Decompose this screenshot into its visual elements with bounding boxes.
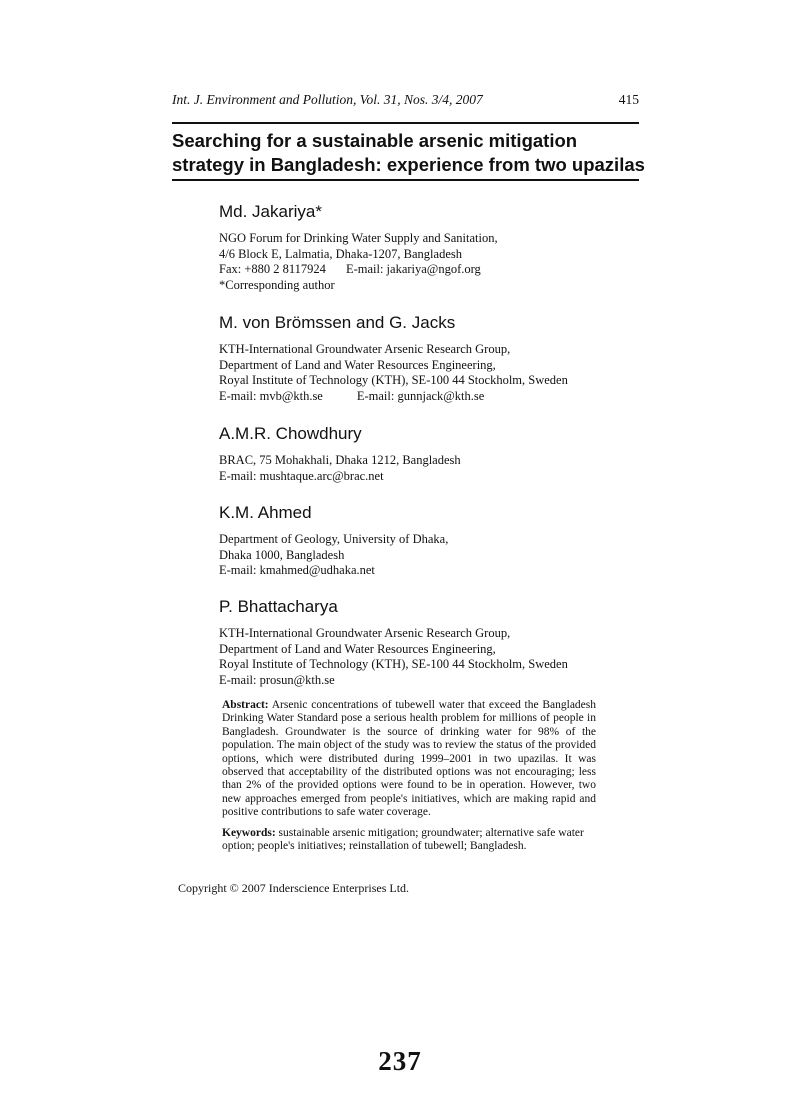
- email: E-mail: mvb@kth.se: [219, 388, 323, 403]
- affiliation-line: Department of Land and Water Resources Engineering,: [219, 357, 496, 372]
- affiliation-line: Royal Institute of Technology (KTH), SE-100 44 Stockholm, Sweden: [219, 657, 568, 671]
- title-bottom-rule: [172, 179, 639, 181]
- page-number: 415: [618, 92, 639, 107]
- title-line-1: Searching for a sustainable arsenic mitigation: [172, 130, 578, 151]
- abstract-text: Arsenic concentrations of tubewell water that exceed the Bangladesh Drinking Water Standard pose a serious health problem for millions of people in Bangladesh. Groundwater is the source of drinking water for 98% of the population. The main object of the study was to review the status of the provided options, which were distributed during 1999–2001 in two upazilas. It was observed that acceptability of the distributed options was not encouraging; less than 2% of the provided options were found to be in operation. However, two new approaches emerged from people's initiatives, which are making rapid and positive contributions to safe water coverage.: [222, 699, 596, 819]
- author-block-ahmed: [219, 503, 639, 579]
- affiliation-line: Department of Geology, University of Dhaka,: [219, 532, 449, 546]
- keywords-label: Keywords:: [222, 827, 276, 839]
- journal-citation: Int. J. Environment and Pollution, Vol. 31, Nos. 3/4, 2007: [172, 92, 483, 107]
- affiliation-line: Royal Institute of Technology (KTH), SE-100 44 Stockholm, Sweden: [219, 373, 568, 387]
- running-header: [172, 92, 639, 108]
- author-name: Md. Jakariya*: [219, 202, 322, 221]
- abstract-label: Abstract:: [222, 699, 269, 711]
- keywords-text: sustainable arsenic mitigation; groundwater; alternative safe water option; people's initiatives; reinstallation of tubewell; Bangladesh.: [222, 827, 584, 853]
- fax: Fax: +880 2 8117924: [219, 262, 326, 276]
- corresponding-note: *Corresponding author: [219, 277, 335, 292]
- paper-title: [172, 129, 645, 177]
- author-block-bhattacharya: [219, 597, 639, 688]
- keywords: [222, 827, 596, 854]
- author-name: P. Bhattacharya: [219, 597, 338, 616]
- affiliation-line: BRAC, 75 Mohakhali, Dhaka 1212, Bangladesh: [219, 453, 461, 467]
- title-top-rule: [172, 122, 639, 124]
- affiliation-line: Department of Land and Water Resources Engineering,: [219, 641, 496, 656]
- copyright-notice: Copyright © 2007 Inderscience Enterprises Ltd.: [178, 881, 410, 895]
- affiliation-line: Dhaka 1000, Bangladesh: [219, 547, 345, 562]
- affiliation-line: 4/6 Block E, Lalmatia, Dhaka-1207, Bangladesh: [219, 246, 462, 261]
- contact-line: [219, 262, 639, 278]
- author-block-bromssen-jacks: [219, 313, 639, 404]
- contact-line: [219, 389, 639, 405]
- author-name: K.M. Ahmed: [219, 503, 312, 522]
- email: E-mail: gunnjack@kth.se: [356, 388, 485, 403]
- affiliation-line: KTH-International Groundwater Arsenic Research Group,: [219, 342, 511, 356]
- email: E-mail: prosun@kth.se: [219, 672, 335, 687]
- abstract: [222, 699, 596, 820]
- email: E-mail: jakariya@ngof.org: [345, 262, 481, 276]
- email: E-mail: kmahmed@udhaka.net: [219, 563, 375, 577]
- author-name: A.M.R. Chowdhury: [219, 424, 362, 443]
- email: E-mail: mushtaque.arc@brac.net: [219, 468, 384, 483]
- author-block-chowdhury: [219, 424, 639, 484]
- affiliation-line: NGO Forum for Drinking Water Supply and Sanitation,: [219, 231, 498, 245]
- author-name: M. von Brömssen and G. Jacks: [219, 313, 456, 332]
- affiliation-line: KTH-International Groundwater Arsenic Research Group,: [219, 626, 511, 640]
- author-block-jakariya: [219, 202, 639, 293]
- footer-page-number: 237: [378, 1046, 422, 1076]
- title-line-2: strategy in Bangladesh: experience from two upazilas: [172, 154, 645, 175]
